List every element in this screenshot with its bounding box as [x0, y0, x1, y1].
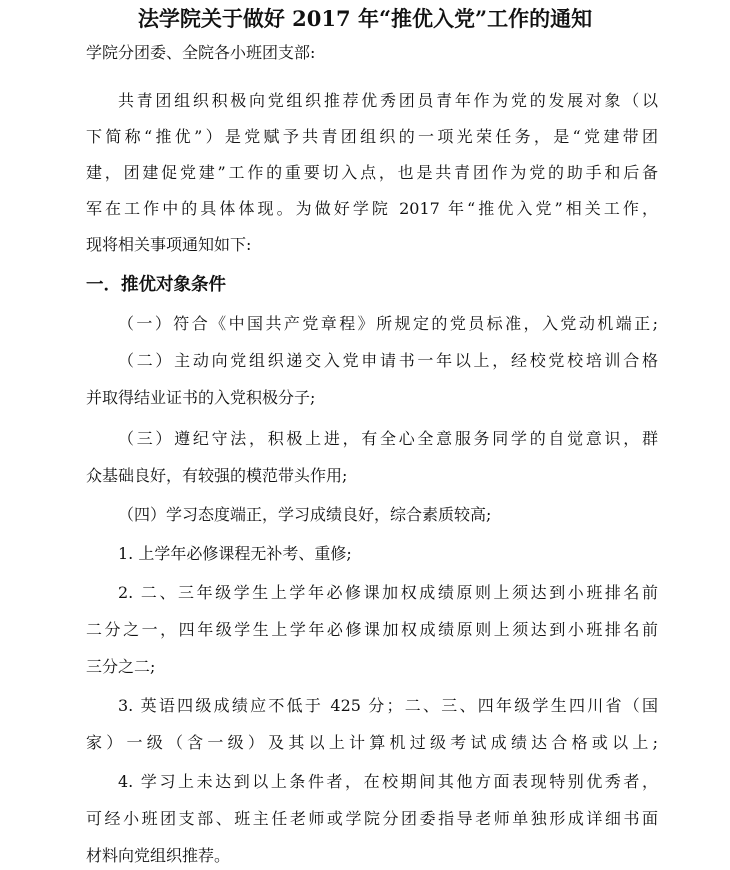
- salutation: 学院分团委、全院各小班团支部:: [86, 43, 316, 62]
- condition-line-9: 二分之一，四年级学生上学年必修课加权成绩原则上须达到小班排名前: [86, 620, 658, 639]
- intro-line-1: 共青团组织积极向党组织推荐优秀团员青年作为党的发展对象（以: [118, 91, 658, 110]
- intro-line-3: 建，团建促党建”工作的重要切入点，也是共青团作为党的助手和后备: [86, 163, 658, 182]
- condition-line-6: （四）学习态度端正，学习成绩良好，综合素质较高;: [118, 505, 492, 524]
- intro-line-5: 现将相关事项通知如下:: [86, 235, 252, 254]
- condition-line-14: 可经小班团支部、班主任老师或学院分团委指导老师单独形成详细书面: [86, 809, 658, 828]
- condition-line-2: （二）主动向党组织递交入党申请书一年以上，经校党校培训合格: [118, 351, 658, 370]
- condition-line-15: 材料向党组织推荐。: [86, 846, 231, 865]
- condition-line-11: 3. 英语四级成绩应不低于 425 分；二、三、四年级学生四川省（国: [118, 696, 658, 715]
- condition-line-7: 1. 上学年必修课程无补考、重修;: [118, 544, 352, 563]
- condition-line-3: 并取得结业证书的入党积极分子;: [86, 388, 316, 407]
- intro-line-4: 军在工作中的具体体现。为做好学院 2017 年“推优入党”相关工作，: [86, 199, 658, 218]
- condition-line-10: 三分之二;: [86, 657, 156, 676]
- condition-line-1: （一）符合《中国共产党章程》所规定的党员标准，入党动机端正;: [118, 314, 658, 333]
- condition-line-13: 4. 学习上未达到以上条件者，在校期间其他方面表现特别优秀者，: [118, 772, 658, 791]
- condition-line-5: 众基础良好，有较强的模范带头作用;: [86, 466, 348, 485]
- section-heading: 一．推优对象条件: [86, 275, 226, 295]
- condition-line-8: 2. 二、三年级学生上学年必修课加权成绩原则上须达到小班排名前: [118, 583, 658, 602]
- condition-line-12: 家）一级（含一级）及其以上计算机过级考试成绩达合格或以上;: [86, 733, 658, 752]
- intro-line-2: 下简称“推优”）是党赋予共青团组织的一项光荣任务，是“党建带团: [86, 127, 658, 146]
- condition-line-4: （三）遵纪守法，积极上进，有全心全意服务同学的自觉意识，群: [118, 429, 658, 448]
- document-title: 法学院关于做好 2017 年“推优入党”工作的通知: [137, 6, 593, 31]
